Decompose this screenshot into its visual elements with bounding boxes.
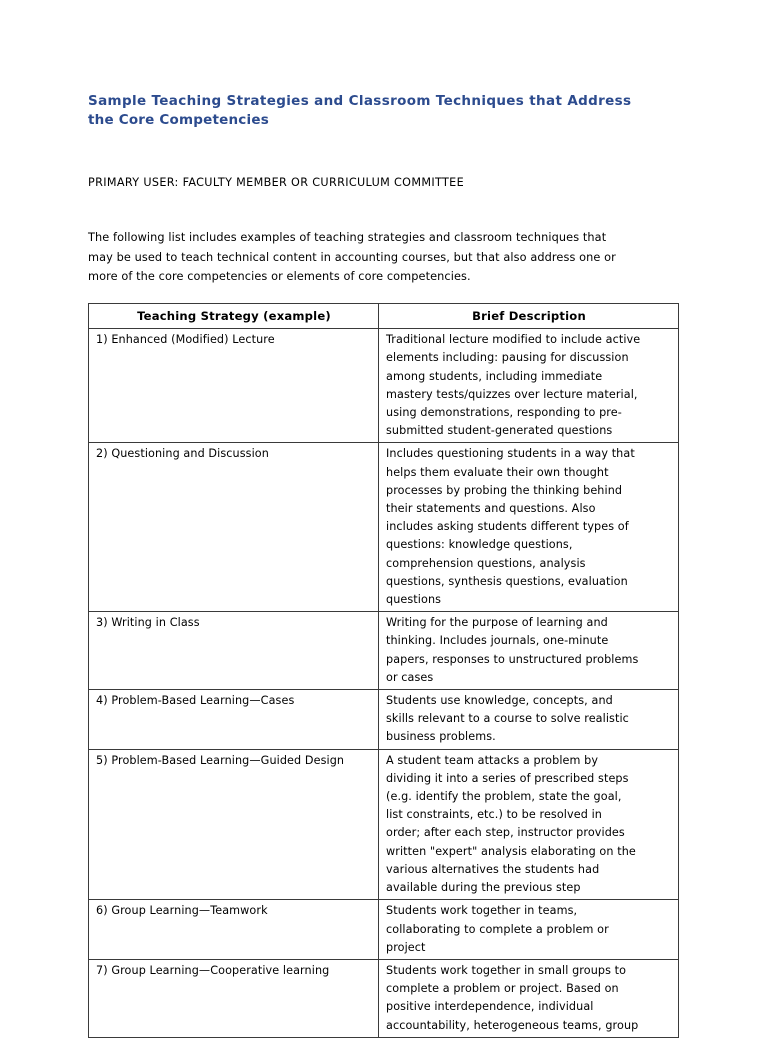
cell-description [379,612,679,690]
description-line: Students work together in teams, [386,904,578,918]
description-line: using demonstrations, responding to pre- [386,406,622,420]
table-header-row [89,304,679,329]
description-line: (e.g. identify the problem, state the goal, [386,790,622,804]
cell-description [379,329,679,443]
description-line: Includes questioning students in a way that [386,447,635,461]
table-row [89,749,679,900]
description-line: business problems. [386,730,496,744]
description-line: among students, including immediate [386,369,603,383]
table-row [89,959,679,1037]
description-line: order; after each step, instructor provides [386,826,625,840]
description-line: Traditional lecture modified to include active [386,333,641,347]
primary-user-label: PRIMARY USER: FACULTY MEMBER OR CURRICULUM COMMITTEE [88,176,464,189]
teaching-strategies-table [88,303,679,1038]
description-line: dividing it into a series of prescribed steps [386,771,629,785]
description-line: A student team attacks a problem by [386,753,599,767]
description-line: accountability, heterogeneous teams, group [386,1018,639,1032]
cell-description [379,900,679,960]
cell-description [379,443,679,612]
cell-strategy: 5) Problem-Based Learning—Guided Design [89,749,379,900]
description-line: collaborating to complete a problem or [386,922,609,936]
description-line: includes asking students different types of [386,520,629,534]
cell-strategy: 1) Enhanced (Modified) Lecture [89,329,379,443]
description-line: processes by probing the thinking behind [386,483,623,497]
table-row [89,329,679,443]
cell-strategy: 4) Problem-Based Learning—Cases [89,690,379,750]
description-line: complete a problem or project. Based on [386,982,619,996]
description-line: skills relevant to a course to solve realistic [386,712,629,726]
description-line: questions: knowledge questions, [386,538,573,552]
table-row [89,690,679,750]
intro-line-3: more of the core competencies or elements of core competencies. [88,270,471,283]
description-line: submitted student-generated questions [386,424,613,438]
description-line: papers, responses to unstructured problems [386,652,639,666]
description-line: available during the previous step [386,881,581,895]
description-line: mastery tests/quizzes over lecture material, [386,387,638,401]
cell-strategy: 6) Group Learning—Teamwork [89,900,379,960]
description-line: various alternatives the students had [386,862,600,876]
description-line: their statements and questions. Also [386,502,596,516]
table-row [89,443,679,612]
description-line: questions [386,593,442,607]
description-line: helps them evaluate their own thought [386,465,609,479]
description-line: Students use knowledge, concepts, and [386,694,613,708]
column-header-description: Brief Description [379,304,679,329]
column-header-strategy: Teaching Strategy (example) [89,304,379,329]
description-line: or cases [386,670,434,684]
description-line: questions, synthesis questions, evaluation [386,574,628,588]
description-line: Writing for the purpose of learning and [386,616,608,630]
description-line: Students work together in small groups to [386,963,627,977]
cell-description [379,749,679,900]
description-line: thinking. Includes journals, one-minute [386,634,609,648]
intro-line-2: may be used to teach technical content in accounting courses, but that also address one or [88,250,616,264]
intro-line-1: The following list includes examples of teaching strategies and classroom techniques that [88,231,607,244]
cell-description [379,959,679,1037]
cell-strategy: 3) Writing in Class [89,612,379,690]
page-title [88,92,660,130]
table-row [89,612,679,690]
cell-strategy: 7) Group Learning—Cooperative learning [89,959,379,1037]
description-line: list constraints, etc.) to be resolved in [386,808,602,822]
page-title-line-2: the Core Competencies [88,112,269,128]
description-line: elements including: pausing for discussion [386,351,629,365]
description-line: project [386,940,426,954]
cell-description [379,690,679,750]
page-title-line-1: Sample Teaching Strategies and Classroom Techniques that Address [88,93,632,109]
description-line: written "expert" analysis elaborating on the [386,844,636,858]
description-line: comprehension questions, analysis [386,556,586,570]
table-row [89,900,679,960]
description-line: positive interdependence, individual [386,1000,594,1014]
intro-paragraph [88,228,668,287]
cell-strategy: 2) Questioning and Discussion [89,443,379,612]
